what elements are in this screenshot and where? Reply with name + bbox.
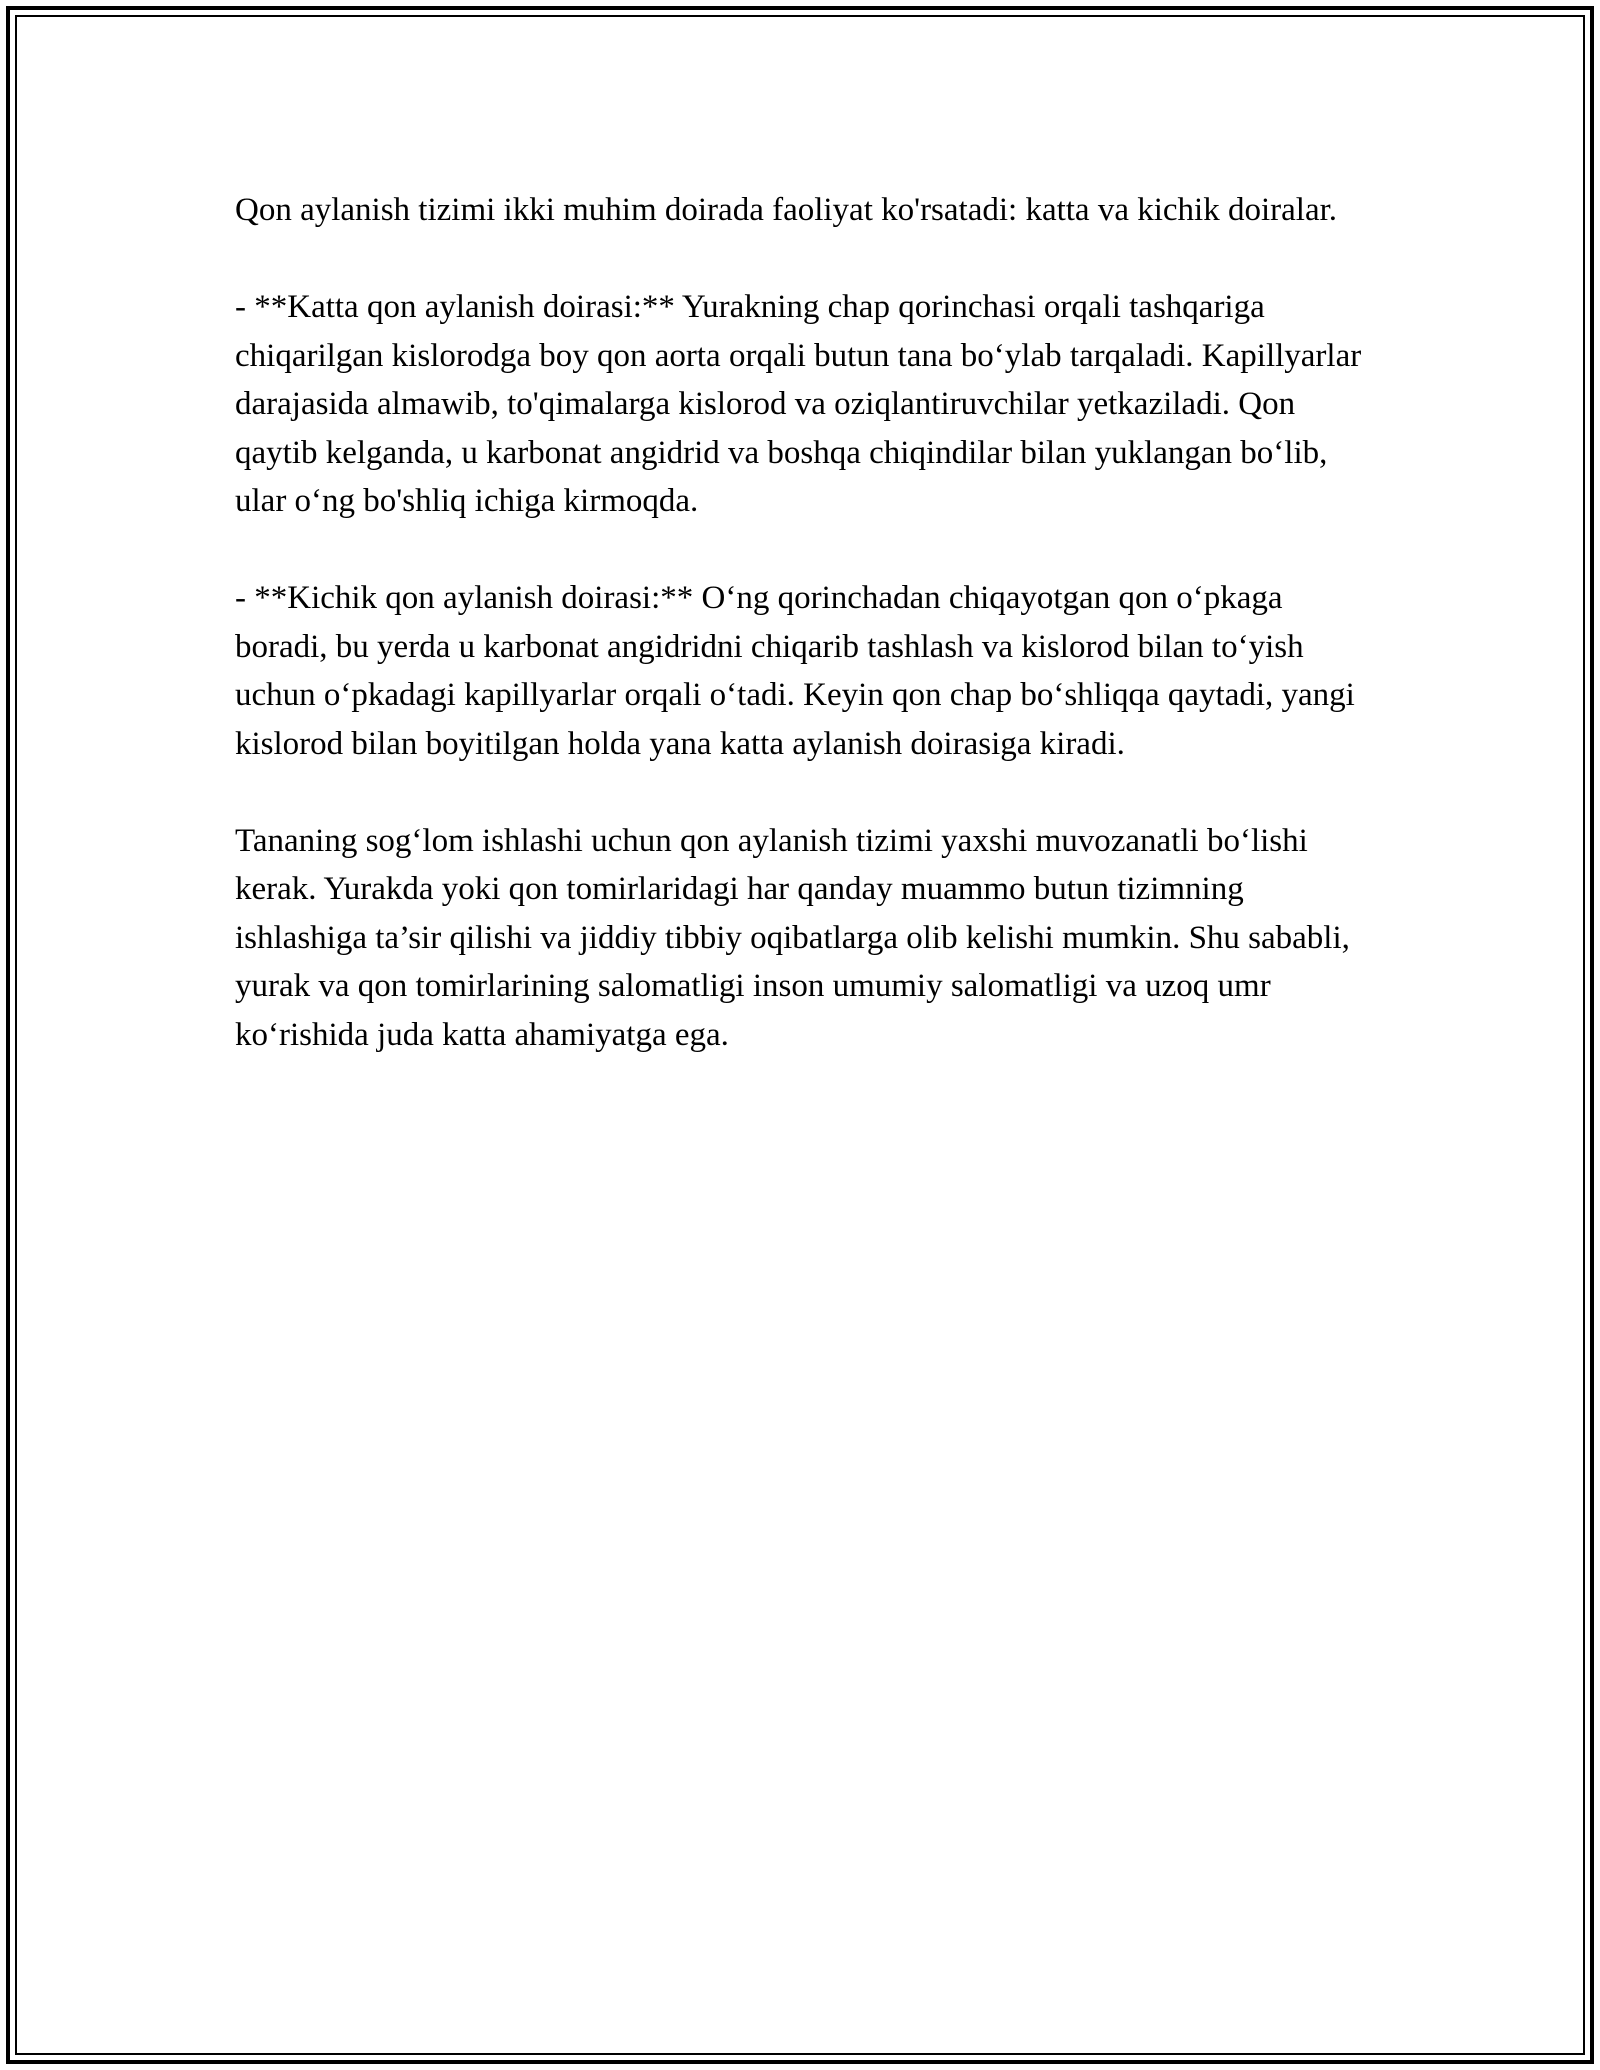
conclusion-paragraph: Tananing sog‘lom ishlashi uchun qon aylanish tizimi yaxshi muvozanatli bo‘lishi kerak. Yurakda yoki qon tomirlaridagi har qanday muammo butun tizimning ishlashiga ta’sir qilishi va jiddiy tibbiy oqibatlarga olib kelishi mumkin. Shu sababli, yurak va qon tomirlarining salomatligi inson umumiy salomatligi va uzoq umr ko‘rishida juda katta ahamiyatga ega. (235, 822, 1350, 1053)
document-body (235, 186, 1365, 1108)
intro-paragraph: Qon aylanish tizimi ikki muhim doirada faoliyat ko'rsatadi: katta va kichik doiralar. (235, 192, 1338, 228)
pulmonary-circulation-paragraph: - **Kichik qon aylanish doirasi:** O‘ng qorinchadan chiqayotgan qon o‘pkaga boradi, bu yerda u karbonat angidridni chiqarib tashlash va kislorod bilan to‘yish uchun o‘pkadagi kapillyarlar orqali o‘tadi. Keyin qon chap bo‘shliqqa qaytadi, yangi kislorod bilan boyitilgan holda yana katta aylanish doirasiga kiradi. (235, 580, 1355, 762)
systemic-circulation-paragraph: - **Katta qon aylanish doirasi:** Yurakning chap qorinchasi orqali tashqariga chiqarilgan kislorodga boy qon aorta orqali butun tana bo‘ylab tarqaladi. Kapillyarlar darajasida almawib, to'qimalarga kislorod va oziqlantiruvchilar yetkaziladi. Qon qaytib kelganda, u karbonat angidrid va boshqa chiqindilar bilan yuklangan bo‘lib, ular o‘ng bo'shliq ichiga kirmoqda. (235, 289, 1362, 519)
